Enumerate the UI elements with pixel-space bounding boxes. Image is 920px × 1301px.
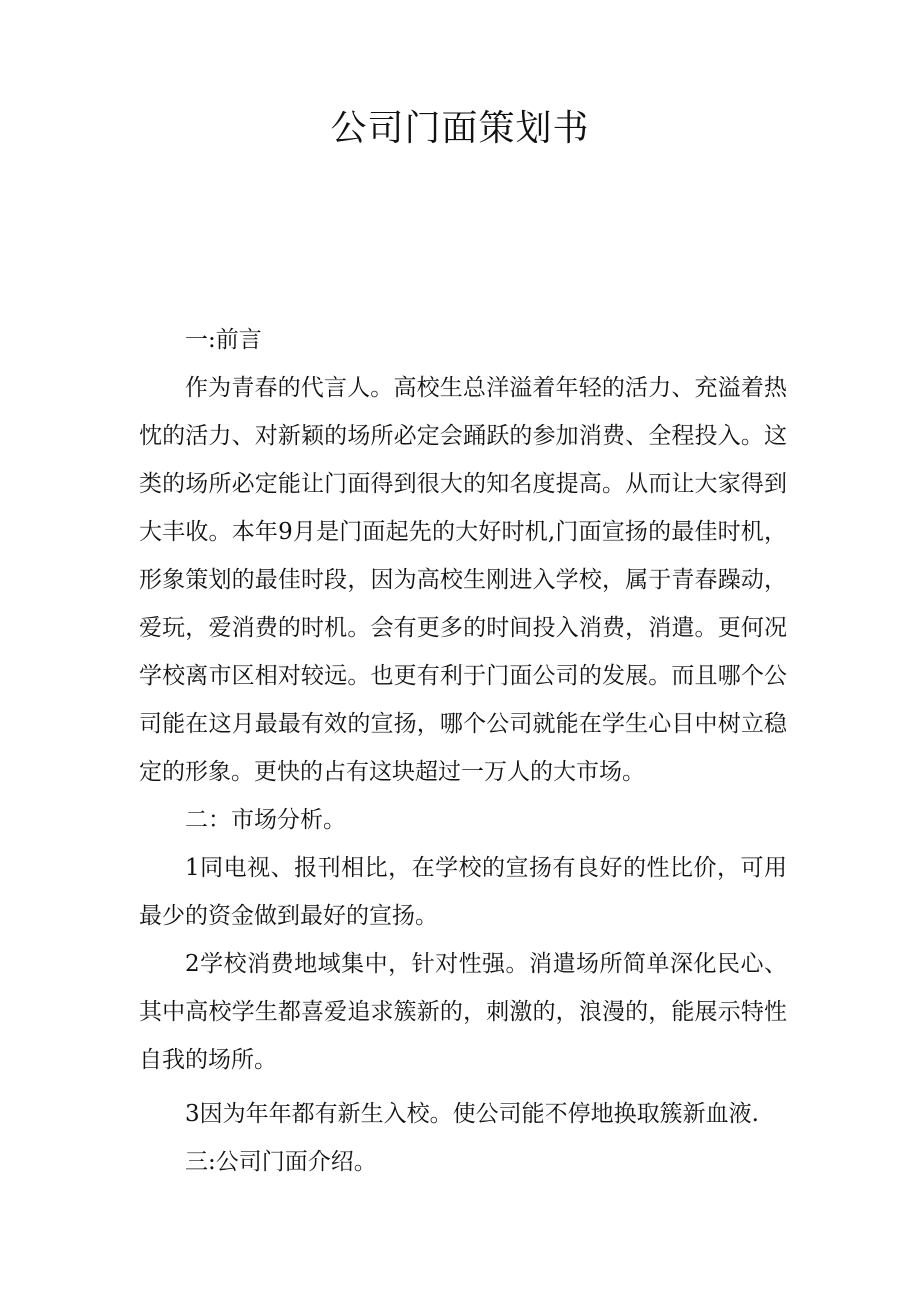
section-heading-market-analysis: 二：市场分析。: [185, 807, 346, 833]
paragraph-market-point-1: 1同电视、报刊相比，在学校的宣扬有良好的性比价，可用最少的资金做到最好的宣扬。: [139, 855, 787, 929]
paragraph-market-point-2: 2学校消费地域集中，针对性强。消遣场所简单深化民心、其中高校学生都喜爱追求簇新的，刺激的，浪漫的，能展示特性自我的场所。: [139, 951, 787, 1073]
document-body: [139, 316, 787, 1186]
section-heading-company-intro: 三:公司门面介绍。: [185, 1149, 377, 1175]
document-title: 公司门面策划书: [330, 108, 590, 149]
paragraph-preface: 作为青春的代言人。高校生总洋溢着年轻的活力、充溢着热忱的活力、对新颖的场所必定会踊跃的参加消费、全程投入。这类的场所必定能让门面得到很大的知名度提高。从而让大家得到大丰收。本年9月是门面起先的大好时机,门面宣扬的最佳时机，形象策划的最佳时段，因为高校生刚进入学校，属于青春躁动，爱玩，爱消费的时机。会有更多的时间投入消费，消遣。更何况学校离市区相对较远。也更有利于门面公司的发展。而且哪个公司能在这月最最有效的宣扬，哪个公司就能在学生心目中树立稳定的形象。更快的占有这块超过一万人的大市场。: [139, 375, 787, 785]
section-heading-preface: 一:前言: [185, 327, 262, 353]
paragraph-market-point-3: 3因为年年都有新生入校。使公司能不停地换取簇新血液.: [185, 1101, 759, 1127]
